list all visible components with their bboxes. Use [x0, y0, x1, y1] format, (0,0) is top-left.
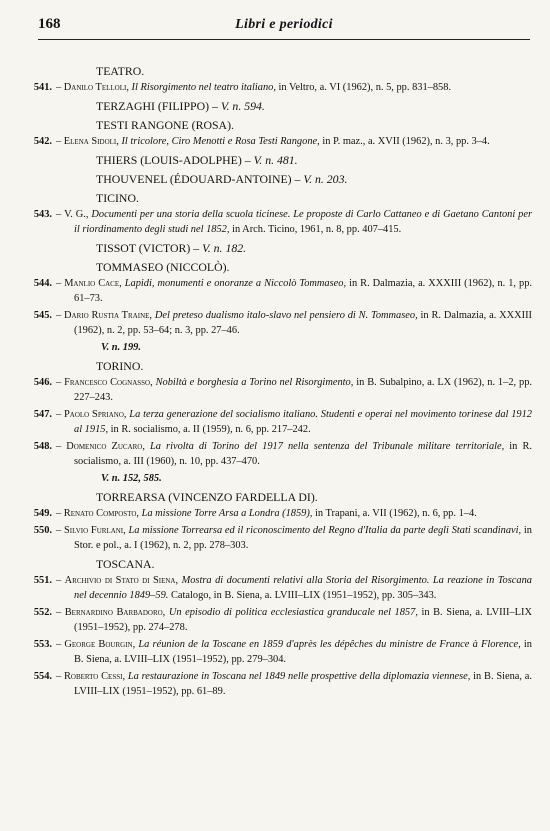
bibliography-entry: [33, 637, 532, 667]
section-heading: [96, 489, 532, 505]
entry-number: 554.: [33, 671, 52, 682]
see-reference: V. n. 199.: [101, 342, 141, 353]
bibliography-entry: [33, 573, 532, 603]
entry-text: – George Bourgin, La réunion de la Toscane en 1859 d'après les dépêches du ministre de France à Florence, in B. Siena, a. LVIII–LIX (1951–1952), pp. 279–304.: [56, 639, 532, 665]
entry-author: V. G.,: [64, 209, 89, 220]
entry-source: in Stor. e pol., a. I (1962), n. 2, pp. 278–303.: [74, 525, 532, 551]
entry-title: La terza generazione del socialismo italiano. Studenti e operai nel movimento torinese dal 1912 al 1915,: [74, 409, 532, 435]
entry-author: Paolo Spriano,: [64, 409, 127, 420]
entry-number: 553.: [33, 639, 52, 650]
entry-source: in Trapani, a. VII (1962), n. 6, pp. 1–4.: [315, 508, 477, 519]
entry-text: – V. G., Documenti per una storia della scuola ticinese. Le proposte di Carlo Cattaneo e di Gaetano Cantoni per il riordinamento degli studi nel 1852, in Arch. Ticino, 1961, n. 8, pp. 407–415.: [56, 209, 532, 235]
entry-text: – Roberto Cessi, La restaurazione in Toscana nel 1849 nelle prospettive della diplomazia viennese, in B. Siena, a. LVIII–LIX (1951–1952), pp. 61–89.: [56, 671, 532, 697]
entry-text: – Elena Sidoli, Il tricolore, Ciro Menotti e Rosa Testi Rangone, in P. maz., a. XVII (1962), n. 3, pp. 3–4.: [56, 136, 490, 147]
entry-text: – Bernardino Barbadoro, Un episodio di politica ecclesiastica granducale nel 1857, in B. Siena, a. LVIII–LIX (1951–1952), pp. 274–278.: [56, 607, 532, 633]
heading-text: TEATRO.: [96, 64, 145, 78]
header-rule: [38, 39, 530, 40]
entry-author: George Bourgin,: [64, 639, 136, 650]
entry-author: Archivio di Stato di Siena,: [64, 575, 179, 586]
heading-text: TISSOT (VICTOR): [96, 241, 191, 255]
section-heading: [96, 63, 532, 79]
entry-source: in R. Dalmazia, a. XXXIII (1962), n. 2, pp. 53–64; n. 3, pp. 27–46.: [74, 310, 533, 336]
section-heading: [96, 240, 532, 256]
bibliography-entry: [33, 207, 532, 237]
entry-title: Del preteso dualismo italo-slavo nel pensiero di N. Tommaseo,: [154, 310, 418, 321]
entry-text: – Domenico Zucaro, La rivolta di Torino del 1917 nella sentenza del Tribunale militare territoriale, in R. socialismo, a. III (1960), n. 10, pp. 437–470.: [56, 441, 532, 467]
entry-source: in Arch. Ticino, 1961, n. 8, pp. 407–415.: [232, 224, 402, 235]
entry-text: – Francesco Cognasso, Nobiltà e borghesia a Torino nel Risorgimento, in B. Subalpino, a. LX (1962), n. 1–2, pp. 227–243.: [56, 377, 532, 403]
entry-text: – Archivio di Stato di Siena, Mostra di documenti relativi alla Storia del Risorgimento. La reazione in Toscana nel decennio 1849–59. Catalogo, in B. Siena, a. LVIII–LIX (1951–1952), pp. 305–343.: [56, 575, 532, 601]
cross-reference: – V. n. 481.: [241, 153, 298, 167]
entry-number: 550.: [33, 525, 52, 536]
entry-source: in R. Dalmazia, a. XXXIII (1962), n. 1, pp. 61–73.: [74, 278, 533, 304]
see-reference: V. n. 152, 585.: [101, 473, 162, 484]
entry-source: in B. Subalpino, a. LX (1962), n. 1–2, pp. 227–243.: [74, 377, 532, 403]
page-number: 168: [38, 16, 61, 32]
entry-title: Documenti per una storia della scuola ticinese. Le proposte di Carlo Cattaneo e di Gaetano Cantoni per il riordinamento degli studi nel 1852,: [74, 209, 532, 235]
entry-source: Catalogo, in B. Siena, a. LVIII–LIX (1951–1952), pp. 305–343.: [170, 590, 437, 601]
running-title: Libri e periodici: [235, 17, 333, 32]
heading-text: THIERS (LOUIS-ADOLPHE): [96, 153, 242, 167]
bibliography-entry: [33, 407, 532, 437]
entry-author: Dario Rustia Traine,: [64, 310, 153, 321]
bibliography-entry: [33, 669, 532, 699]
section-heading: [96, 171, 532, 187]
entry-source: in P. maz., a. XVII (1962), n. 3, pp. 3–4.: [322, 136, 490, 147]
section-heading: [96, 117, 532, 133]
cross-reference: – V. n. 594.: [209, 99, 265, 113]
entry-author: Danilo Telloli,: [63, 82, 129, 93]
bibliography-entry: [33, 134, 532, 149]
heading-text: THOUVENEL (ÉDOUARD-ANTOINE): [96, 172, 292, 186]
entry-title: La missione Torre Arsa a Londra (1859),: [141, 508, 313, 519]
entry-source: in B. Siena, a. LVIII–LIX (1951–1952), pp. 274–278.: [74, 607, 532, 633]
bibliography-entry: [33, 308, 533, 338]
entry-number: 542.: [33, 136, 52, 147]
heading-text: TORREARSA (VINCENZO FARDELLA DI).: [96, 490, 318, 504]
entry-author: Elena Sidoli,: [63, 136, 119, 147]
entry-text: – Danilo Telloli, Il Risorgimento nel teatro italiano, in Veltro, a. VI (1962), n. 5, pp. 831–858.: [56, 82, 452, 93]
bibliography-entry: [33, 276, 533, 306]
section-heading: [96, 98, 532, 114]
section-heading: [96, 358, 532, 374]
heading-text: TESTI RANGONE (ROSA).: [96, 118, 234, 132]
entry-text: – Dario Rustia Traine, Del preteso dualismo italo-slavo nel pensiero di N. Tommaseo, in R. Dalmazia, a. XXXIII (1962), n. 2, pp. 53–64; n. 3, pp. 27–46.: [56, 310, 533, 336]
entry-title: La missione Torrearsa ed il riconoscimento del Regno d'Italia da parte degli Stati scandinavi,: [128, 525, 522, 536]
entry-number: 551.: [33, 575, 52, 586]
entry-text: – Silvio Furlani, La missione Torrearsa ed il riconoscimento del Regno d'Italia da parte degli Stati scandinavi, in Stor. e pol., a. I (1962), n. 2, pp. 278–303.: [56, 525, 532, 551]
entry-number: 545.: [33, 310, 52, 321]
entry-text: – Manlio Cace, Lapidi, monumenti e onoranze a Niccolò Tommaseo, in R. Dalmazia, a. XXXIII (1962), n. 1, pp. 61–73.: [56, 278, 533, 304]
entry-source: in R. socialismo, a. III (1960), n. 10, pp. 437–470.: [74, 441, 532, 467]
entry-title: Il Risorgimento nel teatro italiano,: [131, 82, 276, 93]
bibliography-entry: [33, 80, 532, 95]
section-heading: [96, 190, 532, 206]
bibliography-entry: [33, 439, 532, 469]
heading-text: TICINO.: [96, 191, 139, 205]
running-header: [38, 14, 530, 40]
entry-author: Roberto Cessi,: [63, 671, 126, 682]
heading-text: TERZAGHI (FILIPPO): [96, 99, 210, 113]
bibliography-entry: [33, 523, 532, 553]
entry-text: – Renato Composto, La missione Torre Arsa a Londra (1859), in Trapani, a. VII (1962), n. 6, pp. 1–4.: [56, 508, 477, 519]
section-heading: [96, 259, 532, 275]
entry-number: 543.: [33, 209, 52, 220]
entry-source: in Veltro, a. VI (1962), n. 5, pp. 831–858.: [278, 82, 452, 93]
entry-source: in R. socialismo, a. II (1959), n. 6, pp. 217–242.: [110, 424, 311, 435]
bibliography-entry: [33, 506, 532, 521]
entry-author: Silvio Furlani,: [63, 525, 126, 536]
entry-title: La rivolta di Torino del 1917 nella sentenza del Tribunale militare territoriale,: [150, 441, 505, 452]
entry-title: La réunion de la Toscane en 1859 d'après les dépêches du ministre de France à Florence,: [138, 639, 521, 650]
cross-reference: – V. n. 203.: [291, 172, 348, 186]
entry-author: Bernardino Barbadoro,: [64, 607, 166, 618]
entry-number: 548.: [33, 441, 52, 452]
heading-text: TOMMASEO (NICCOLÒ).: [96, 260, 230, 274]
cross-reference: – V. n. 182.: [190, 241, 247, 255]
entry-title: La restaurazione in Toscana nel 1849 nelle prospettive della diplomazia viennese,: [127, 671, 471, 682]
entry-number: 544.: [33, 278, 52, 289]
entry-title: Un episodio di politica ecclesiastica granducale nel 1857,: [168, 607, 418, 618]
bibliography-entry: [33, 375, 532, 405]
entry-number: 552.: [33, 607, 52, 618]
entry-author: Domenico Zucaro,: [66, 441, 145, 452]
entry-number: 546.: [33, 377, 52, 388]
entry-text: – Paolo Spriano, La terza generazione del socialismo italiano. Studenti e operai nel movimento torinese dal 1912 al 1915, in R. socialismo, a. II (1959), n. 6, pp. 217–242.: [56, 409, 532, 435]
entry-title: Lapidi, monumenti e onoranze a Niccolò Tommaseo,: [124, 278, 347, 289]
section-heading: [96, 152, 532, 168]
heading-text: TORINO.: [96, 359, 144, 373]
entry-author: Renato Composto,: [63, 508, 139, 519]
bibliography-list: [33, 60, 533, 701]
entry-author: Manlio Cace,: [64, 278, 122, 289]
entry-author: Francesco Cognasso,: [64, 377, 153, 388]
entry-title: Mostra di documenti relativi alla Storia del Risorgimento. La reazione in Toscana nel decennio 1849–59.: [74, 575, 532, 601]
entry-title: Il tricolore, Ciro Menotti e Rosa Testi Rangone,: [121, 136, 320, 147]
section-heading: [96, 556, 532, 572]
entry-number: 541.: [33, 82, 52, 93]
entry-source: in B. Siena, a. LVIII–LIX (1951–1952), pp. 61–89.: [74, 671, 532, 697]
bibliography-entry: [33, 605, 532, 635]
entry-title: Nobiltà e borghesia a Torino nel Risorgimento,: [155, 377, 354, 388]
heading-text: TOSCANA.: [96, 557, 155, 571]
entry-source: in B. Siena, a. LVIII–LIX (1951–1952), pp. 279–304.: [74, 639, 532, 665]
entry-number: 549.: [33, 508, 52, 519]
entry-number: 547.: [33, 409, 52, 420]
